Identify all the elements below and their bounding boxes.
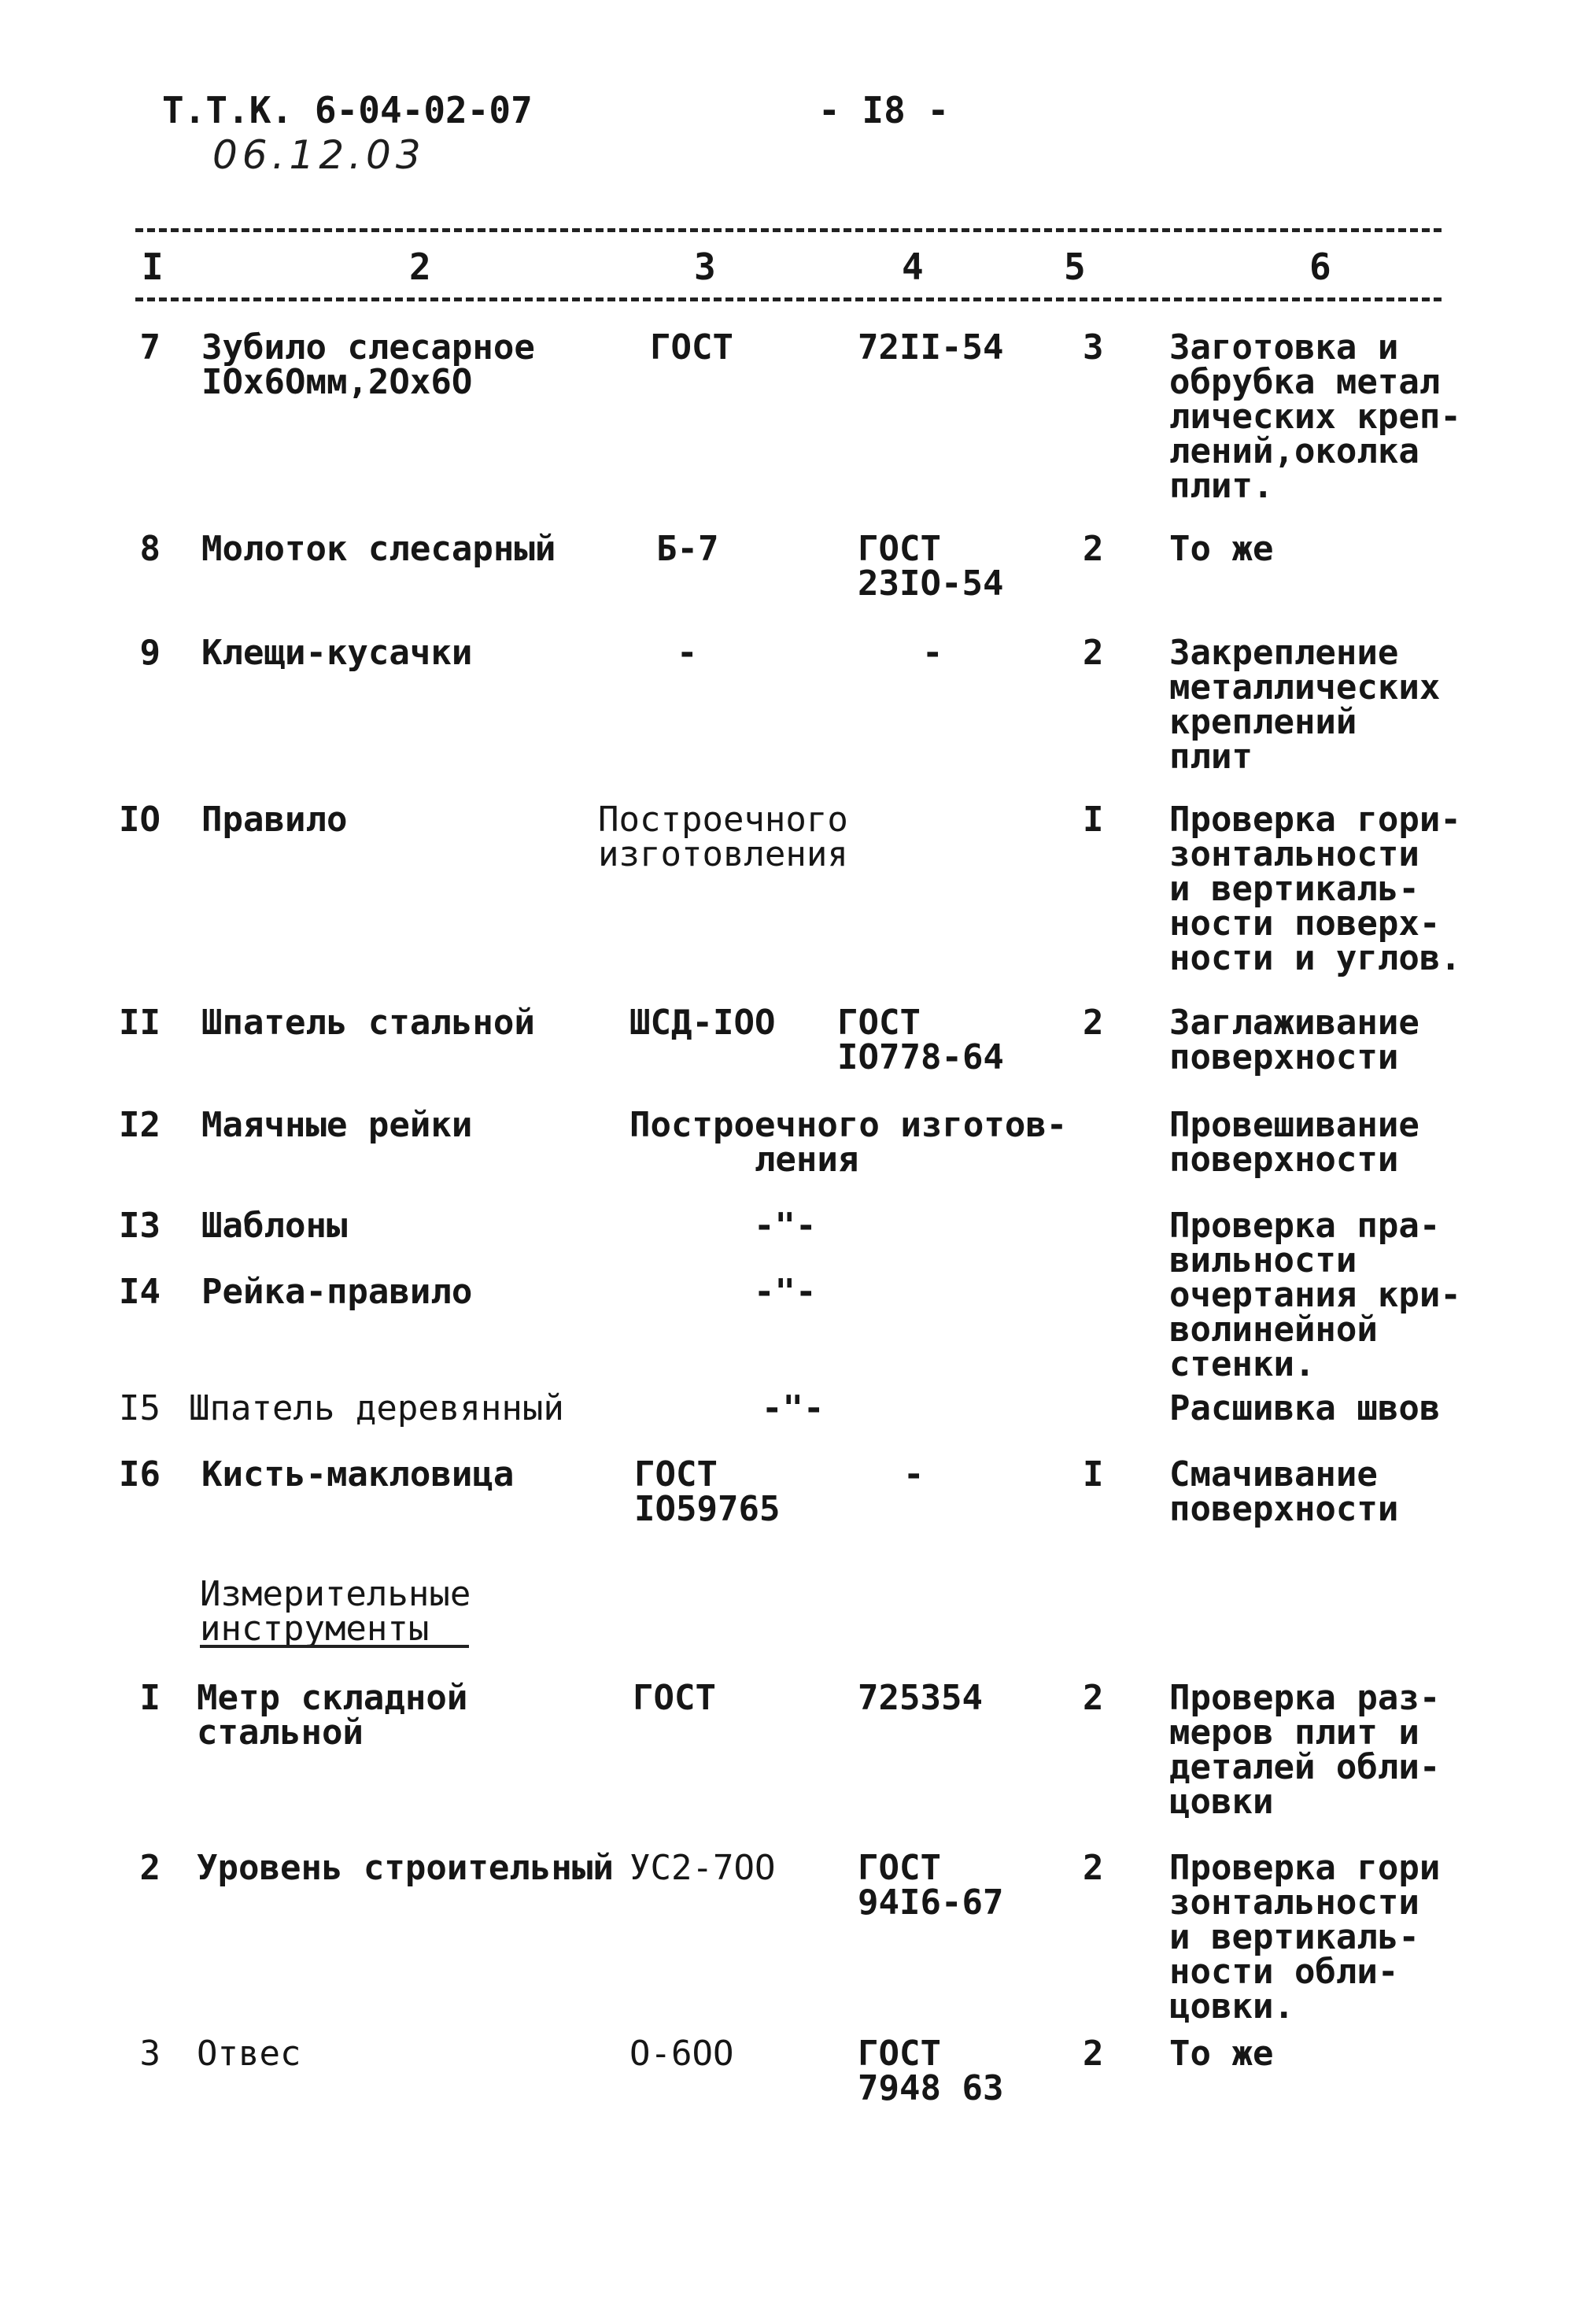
tool-quantity: 2 bbox=[1083, 1678, 1104, 1718]
tool-standard: Построечного изготов- ления bbox=[629, 1105, 1068, 1180]
col-header-3: 3 bbox=[694, 246, 716, 288]
tool-quantity: I bbox=[1083, 1454, 1104, 1495]
tool-standard: ГОСТ bbox=[650, 327, 733, 368]
tool-name: Шаблоны bbox=[201, 1206, 348, 1246]
handwritten-date: 06.12.03 bbox=[212, 132, 426, 178]
tool-quantity: 2 bbox=[1083, 2034, 1104, 2074]
col-header-6: 6 bbox=[1309, 246, 1331, 288]
tool-standard: ШСД-IOO bbox=[629, 1003, 776, 1043]
tool-quantity: I bbox=[1083, 800, 1104, 840]
tool-standard: O-6OO bbox=[629, 2034, 734, 2074]
tool-name: Отвес bbox=[197, 2034, 301, 2074]
tool-quantity: 2 bbox=[1083, 633, 1104, 673]
col-header-5: 5 bbox=[1064, 246, 1086, 288]
tool-quantity: 2 bbox=[1083, 1848, 1104, 1888]
document-code: Т.Т.К. 6-04-02-07 bbox=[162, 89, 533, 131]
page-number: - I8 - bbox=[818, 89, 950, 131]
row-number: II bbox=[119, 1003, 161, 1043]
col-header-2: 2 bbox=[409, 246, 431, 288]
tool-standard: - bbox=[677, 633, 698, 673]
tool-purpose: То же bbox=[1169, 2034, 1274, 2074]
row-number: I2 bbox=[119, 1105, 161, 1145]
tool-gost: 725354 bbox=[858, 1678, 983, 1718]
tool-quantity: 2 bbox=[1083, 529, 1104, 569]
tool-quantity: 2 bbox=[1083, 1003, 1104, 1043]
tool-name: Рейка-правило bbox=[201, 1272, 473, 1312]
row-number: I6 bbox=[119, 1454, 161, 1495]
row-number: IO bbox=[119, 800, 161, 840]
table-top-rule bbox=[135, 228, 1442, 232]
tool-standard: Построечного изготовления bbox=[598, 800, 848, 874]
tool-name: Клещи-кусачки bbox=[201, 633, 473, 673]
tool-purpose: Расшивка швов bbox=[1169, 1388, 1441, 1428]
tool-purpose: То же bbox=[1169, 529, 1274, 569]
section-title: Измерительные инструменты bbox=[200, 1574, 471, 1649]
tool-purpose: Провешивание поверхности bbox=[1169, 1105, 1419, 1180]
tool-purpose: Смачивание поверхности bbox=[1169, 1454, 1399, 1529]
table-header-rule bbox=[135, 297, 1442, 301]
row-number: 2 bbox=[139, 1848, 161, 1888]
tool-name: Маячные рейки bbox=[201, 1105, 473, 1145]
tool-purpose: Проверка гори зонтальности и вертикаль- ности обли- цовки. bbox=[1169, 1848, 1441, 2027]
tool-gost: - bbox=[903, 1454, 925, 1495]
tool-name: Шпатель стальной bbox=[201, 1003, 535, 1043]
tool-standard: -"- bbox=[754, 1272, 817, 1312]
tool-name: Уровень строительный bbox=[197, 1848, 614, 1888]
row-number: 8 bbox=[139, 529, 161, 569]
tool-purpose: Закрепление металлических креплений плит bbox=[1169, 633, 1441, 777]
tool-purpose: Проверка пра- вильности очертания кри- волинейной стенки. bbox=[1169, 1206, 1461, 1384]
tool-name: Молоток слесарный bbox=[201, 529, 556, 569]
tool-standard: -"- bbox=[762, 1388, 825, 1428]
tool-gost: ГОСТ IO778-64 bbox=[837, 1003, 1004, 1077]
tool-purpose: Заглаживание поверхности bbox=[1169, 1003, 1419, 1077]
tool-standard: ГОСТ bbox=[633, 1678, 716, 1718]
row-number: 7 bbox=[139, 327, 161, 368]
tool-purpose: Проверка гори- зонтальности и вертикаль- ности поверх- ности и углов. bbox=[1169, 800, 1461, 978]
tool-standard: Б-7 bbox=[656, 529, 719, 569]
tool-gost: 72II-54 bbox=[858, 327, 1004, 368]
tool-gost: ГОСТ 7948 63 bbox=[858, 2034, 1004, 2108]
row-number: 3 bbox=[139, 2034, 161, 2074]
tool-standard: ГОСТ IO59765 bbox=[634, 1454, 781, 1529]
tool-purpose: Проверка раз- меров плит и деталей обли- цовки bbox=[1169, 1678, 1441, 1822]
row-number: I4 bbox=[119, 1272, 161, 1312]
tool-name: Кисть-макловица bbox=[201, 1454, 515, 1495]
row-number: 9 bbox=[139, 633, 161, 673]
tool-purpose: Заготовка и обрубка метал лических креп- лений,околка плит. bbox=[1169, 327, 1461, 506]
tool-name: Метр складной стальной bbox=[197, 1678, 468, 1753]
tool-name: Зубило слесарное IOх6Oмм,2Ox6O bbox=[201, 327, 535, 402]
tool-standard: УС2-7OO bbox=[629, 1848, 776, 1888]
row-number: I3 bbox=[119, 1206, 161, 1246]
col-header-1: I bbox=[142, 246, 164, 288]
tool-standard: -"- bbox=[754, 1206, 817, 1246]
tool-name: Шпатель деревянный bbox=[189, 1388, 564, 1428]
tool-gost: ГОСТ 23IO-54 bbox=[858, 529, 1004, 604]
row-number: I bbox=[139, 1678, 161, 1718]
tool-quantity: 3 bbox=[1083, 327, 1104, 368]
tool-gost: - bbox=[922, 633, 943, 673]
tool-name: Правило bbox=[201, 800, 348, 840]
col-header-4: 4 bbox=[902, 246, 924, 288]
row-number: I5 bbox=[119, 1388, 161, 1428]
tool-gost: ГОСТ 94I6-67 bbox=[858, 1848, 1004, 1923]
section-title-underline bbox=[200, 1645, 469, 1648]
